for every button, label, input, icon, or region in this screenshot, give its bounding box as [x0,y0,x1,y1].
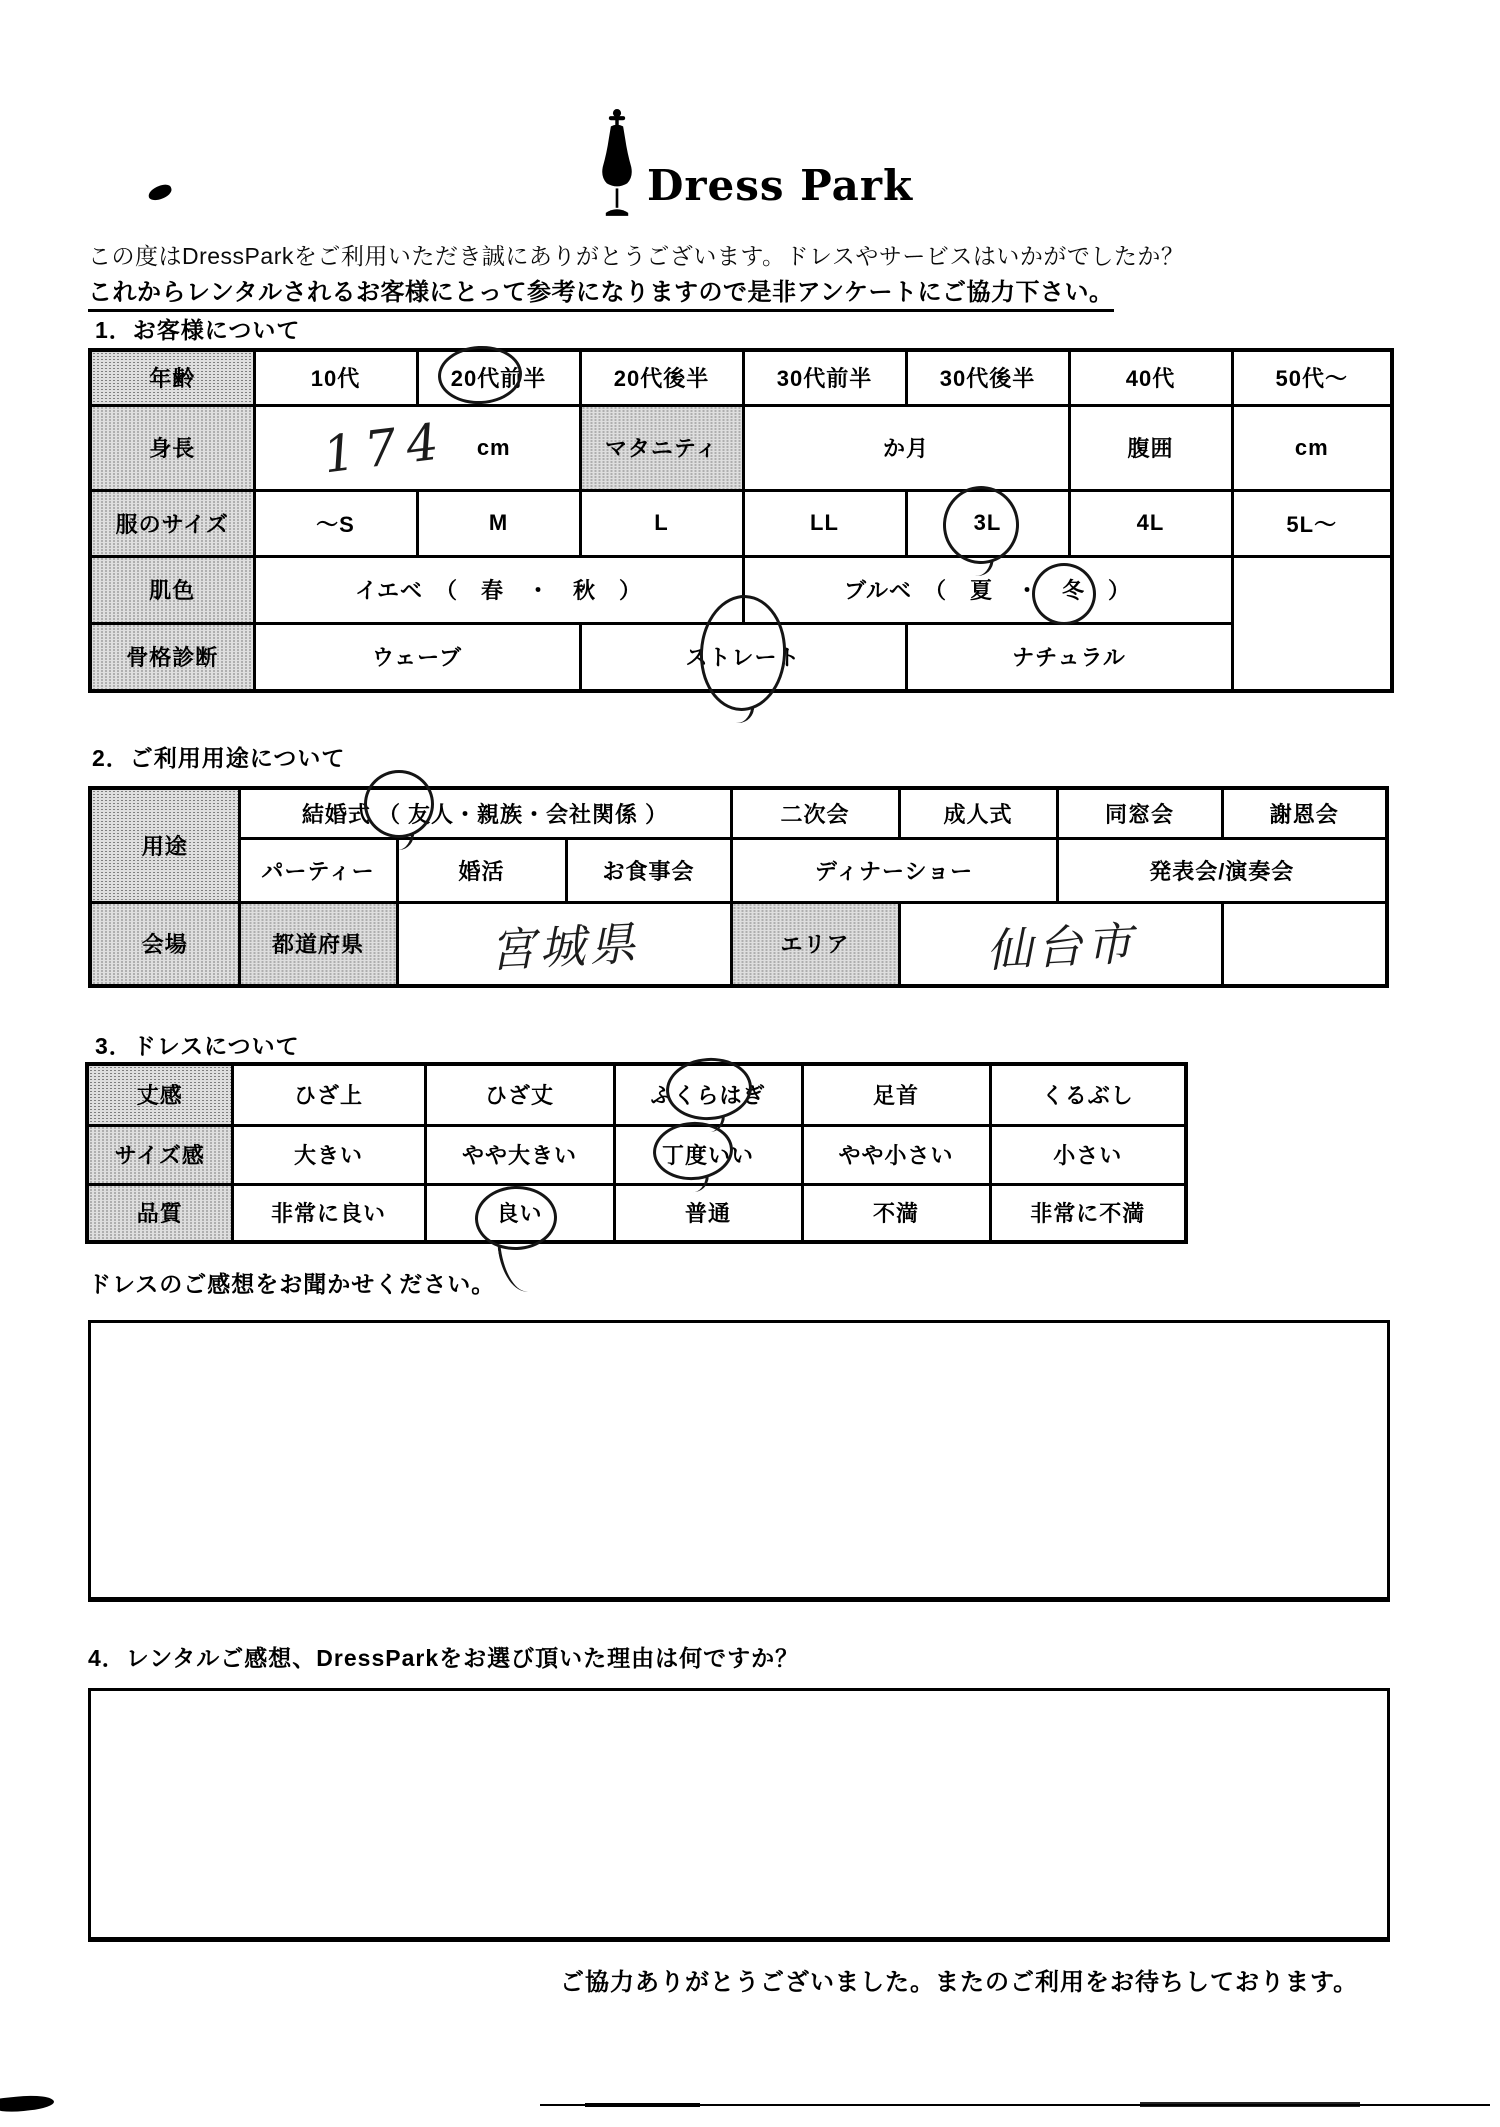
option-size-4l[interactable]: 4L [1069,490,1232,556]
area-field[interactable] [899,902,1222,986]
option-purpose-afterparty[interactable]: 二次会 [731,788,899,838]
option-purpose-konkatsu[interactable]: 婚活 [397,838,566,902]
purpose-row-1 [90,788,1387,838]
rental-feedback-box[interactable] [88,1688,1390,1942]
age-row [90,350,1392,405]
option-purpose-wedding[interactable]: 結婚式 （ 友人・親族・会社関係 ） [239,788,731,838]
usage-table [88,786,1389,988]
option-age-30-early[interactable]: 30代前半 [743,350,906,405]
option-purpose-reunion[interactable]: 同窓会 [1057,788,1222,838]
venue-row [90,902,1387,986]
dress-form-icon [593,108,641,225]
handwritten-prefecture: 宮城県 [487,915,641,978]
option-size-l[interactable]: L [580,490,743,556]
height-label: 身長 [90,405,254,490]
handwritten-area: 仙台市 [984,915,1137,978]
option-purpose-thanks-party[interactable]: 謝恩会 [1222,788,1387,838]
fit-row [87,1125,1186,1184]
option-fit-just-right[interactable]: 丁度いい [614,1125,802,1184]
option-age-20-late[interactable]: 20代後半 [580,350,743,405]
option-skin-yellow-base[interactable]: イエベ （ 春 ・ 秋 ） [254,556,743,623]
option-length-above-knee[interactable]: ひざ上 [232,1064,425,1125]
option-age-20-early[interactable]: 20代前半 [417,350,580,405]
fit-label: サイズ感 [87,1125,232,1184]
option-age-30-late[interactable]: 30代後半 [906,350,1069,405]
maternity-months-field[interactable]: か月 [743,405,1069,490]
option-age-10s[interactable]: 10代 [254,350,417,405]
empty-cell [1222,902,1387,986]
purpose-row-2 [90,838,1387,902]
size-label: 服のサイズ [90,490,254,556]
option-purpose-party[interactable]: パーティー [239,838,397,902]
option-size-s[interactable]: ～S [254,490,417,556]
option-age-50s[interactable]: 50代～ [1232,350,1392,405]
empty-cell [1232,623,1392,691]
option-skin-blue-base[interactable]: ブルベ （ 夏 ・ 冬 ） [743,556,1232,623]
dress-table [85,1062,1188,1244]
option-frame-straight[interactable]: ストレート [580,623,906,691]
quality-label: 品質 [87,1184,232,1242]
waist-label: 腹囲 [1069,405,1232,490]
option-frame-natural[interactable]: ナチュラル [906,623,1232,691]
section1-title: 1．お客様について [95,317,301,343]
prefecture-field[interactable] [397,902,731,986]
brand-name: Dress Park [647,161,914,210]
scan-edge-artifact [0,2093,55,2114]
area-label: エリア [731,902,899,986]
scan-line-artifact [585,2103,700,2107]
option-frame-wave[interactable]: ウェーブ [254,623,580,691]
option-purpose-dinner-show[interactable]: ディナーショー [731,838,1057,902]
pen-circle-skin-winter [1032,563,1096,625]
option-quality-dissatisfied[interactable]: 不満 [802,1184,990,1242]
height-value-field[interactable] [254,405,580,490]
height-row [90,405,1392,490]
quality-row [87,1184,1186,1242]
prefecture-label: 都道府県 [239,902,397,986]
length-label: 丈感 [87,1064,232,1125]
option-fit-slightly-small[interactable]: やや小さい [802,1125,990,1184]
dress-feedback-box[interactable] [88,1320,1390,1602]
size-row [90,490,1392,556]
option-fit-small[interactable]: 小さい [990,1125,1186,1184]
handwritten-height: 174 [320,411,452,484]
option-quality-normal[interactable]: 普通 [614,1184,802,1242]
height-unit: cm [476,434,511,460]
venue-label: 会場 [90,902,239,986]
intro-line-2: これからレンタルされるお客様にとって参考になりますので是非アンケートにご協力下さい。 [88,272,1114,312]
option-quality-very-dissatisfied[interactable]: 非常に不満 [990,1184,1186,1242]
option-size-3l[interactable]: 3L [906,490,1069,556]
closing-message: ご協力ありがとうございました。またのご利用をお待ちしております。 [560,1969,1359,1996]
waist-unit: cm [1232,405,1392,490]
option-length-anklebone[interactable]: くるぶし [990,1064,1186,1125]
dress-feedback-prompt: ドレスのご感想をお聞かせください。 [88,1271,496,1297]
length-row [87,1064,1186,1125]
empty-cell [1232,556,1392,623]
option-purpose-recital[interactable]: 発表会/演奏会 [1057,838,1387,902]
option-quality-good[interactable]: 良い [425,1184,614,1242]
intro-line-1: この度はDressParkをご利用いただき誠にありがとうございます。ドレスやサービスはいかがでしたか？ [88,243,1185,269]
option-length-calf[interactable]: ふくらはぎ [614,1064,802,1125]
age-label: 年齢 [90,350,254,405]
option-size-ll[interactable]: LL [743,490,906,556]
section4-title: 4．レンタルご感想、DressParkをお選び頂いた理由は何ですか？ [88,1645,800,1671]
option-length-knee[interactable]: ひざ丈 [425,1064,614,1125]
option-fit-big[interactable]: 大きい [232,1125,425,1184]
option-size-5l[interactable]: 5L～ [1232,490,1392,556]
pen-circle-purpose-friend [364,770,434,838]
option-age-40s[interactable]: 40代 [1069,350,1232,405]
option-length-ankle[interactable]: 足首 [802,1064,990,1125]
section3-title: 3．ドレスについて [95,1033,300,1059]
option-size-m[interactable]: M [417,490,580,556]
skin-label: 肌色 [90,556,254,623]
logo [593,108,913,225]
option-fit-slightly-big[interactable]: やや大きい [425,1125,614,1184]
maternity-label: マタニティ [580,405,743,490]
option-purpose-dinner-meeting[interactable]: お食事会 [566,838,731,902]
option-quality-very-good[interactable]: 非常に良い [232,1184,425,1242]
option-purpose-coming-of-age[interactable]: 成人式 [899,788,1057,838]
frame-label: 骨格診断 [90,623,254,691]
purpose-label: 用途 [90,788,239,902]
scan-line-artifact [1140,2102,1360,2107]
pen-mark-artifact [147,183,174,203]
section2-title: 2．ご利用用途について [92,745,346,771]
